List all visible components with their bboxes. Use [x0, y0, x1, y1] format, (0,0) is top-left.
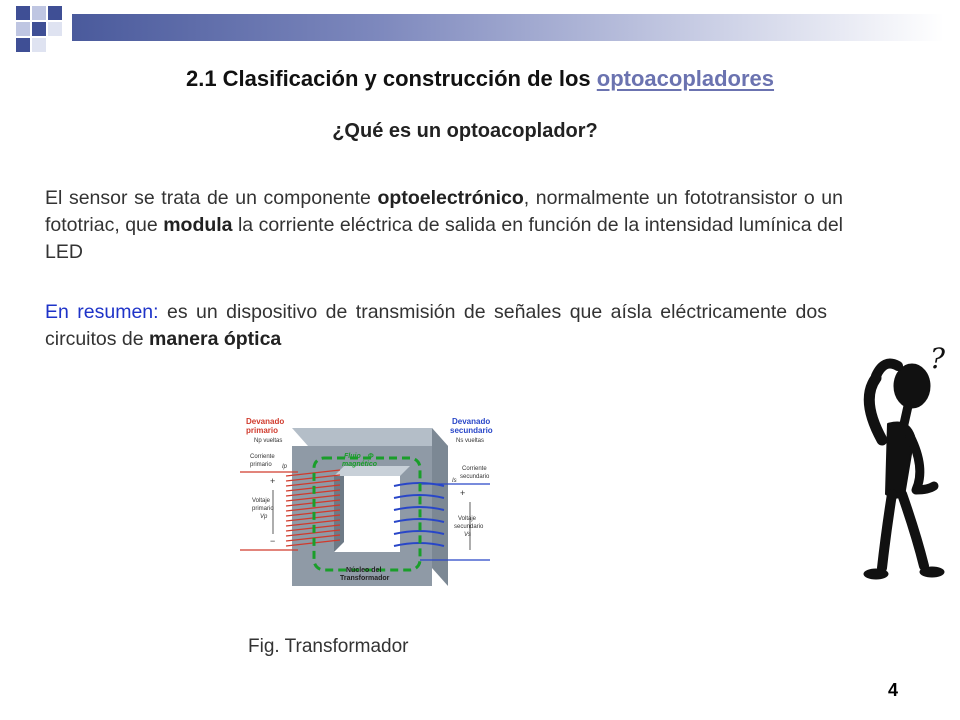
- paragraph-sensor: [45, 185, 843, 266]
- primary-current-label: primario: [250, 462, 272, 468]
- bold-term: optoelectrónico: [377, 187, 524, 209]
- page-number: 4: [888, 680, 899, 700]
- core-top-face: [292, 428, 448, 446]
- primary-plus-sign: +: [270, 476, 276, 486]
- secondary-voltage-label: secundario: [454, 524, 484, 530]
- primary-winding-title: primario: [246, 426, 279, 435]
- core-label: Núcleo del: [346, 567, 382, 574]
- header-square-decoration: [48, 6, 62, 20]
- primary-voltage-label: primario: [252, 506, 274, 512]
- header-gradient-band: [72, 14, 944, 41]
- question-mark: ?: [930, 342, 946, 375]
- header-square-decoration: [32, 22, 46, 36]
- secondary-voltage-label: Voltaje: [458, 516, 477, 522]
- paragraph-text: la corriente eléctrica de salida en función de la intensidad lumínica del LED: [45, 214, 843, 263]
- header-square-decoration: [32, 6, 46, 20]
- transformer-figure: [240, 410, 502, 600]
- primary-winding-title: Devanado: [246, 417, 285, 426]
- header-square-decoration: [16, 38, 30, 52]
- figure-caption: Fig. Transformador: [248, 636, 409, 657]
- secondary-winding-title: Devanado: [452, 417, 491, 426]
- flux-label: magnético: [342, 461, 378, 468]
- summary-lead: En resumen:: [45, 301, 159, 323]
- header-square-decoration: [48, 22, 62, 36]
- secondary-turns-label: Ns vueltas: [456, 438, 485, 444]
- primary-voltage-label: Voltaje: [252, 498, 271, 504]
- secondary-current-label: secundario: [460, 474, 490, 480]
- flux-label: Flujo: [344, 453, 361, 460]
- bold-term: manera óptica: [149, 328, 282, 350]
- primary-turns-label: Np vueltas: [254, 438, 283, 444]
- paragraph-text: es un dispositivo de transmisión de señales que aísla eléctricamente dos circuitos de: [45, 301, 827, 350]
- paragraph-text: , normalmente un fototransistor o un fototriac, que: [45, 187, 843, 236]
- title-link[interactable]: optoacopladores: [596, 66, 775, 91]
- slide-title: [0, 66, 960, 92]
- bold-term: modula: [163, 214, 233, 236]
- slide-subtitle: ¿Qué es un optoacoplador?: [332, 120, 598, 142]
- secondary-winding-title: secundario: [450, 426, 493, 435]
- secondary-current-symbol: Is: [452, 478, 457, 484]
- primary-current-label: Corriente: [250, 454, 275, 460]
- header-square-decoration: [32, 38, 46, 52]
- header-square-decoration: [16, 22, 30, 36]
- thinking-man-icon: [842, 340, 954, 590]
- primary-minus-sign: −: [270, 536, 276, 546]
- title-text: 2.1 Clasificación y construcción de los: [185, 66, 597, 91]
- paragraph-summary: [45, 299, 827, 353]
- core-window-shade: [334, 466, 344, 552]
- primary-voltage-symbol: Vp: [260, 514, 268, 520]
- secondary-voltage-symbol: Vs: [464, 532, 472, 538]
- primary-current-symbol: Ip: [282, 464, 288, 470]
- flux-symbol: Φ: [368, 453, 374, 460]
- paragraph-text: El sensor se trata de un componente: [45, 187, 378, 209]
- secondary-current-label: Corriente: [462, 466, 487, 472]
- core-right-face: [432, 428, 448, 586]
- secondary-plus-sign: +: [460, 488, 466, 498]
- core-label: Transformador: [340, 575, 390, 582]
- header-square-decoration: [16, 6, 30, 20]
